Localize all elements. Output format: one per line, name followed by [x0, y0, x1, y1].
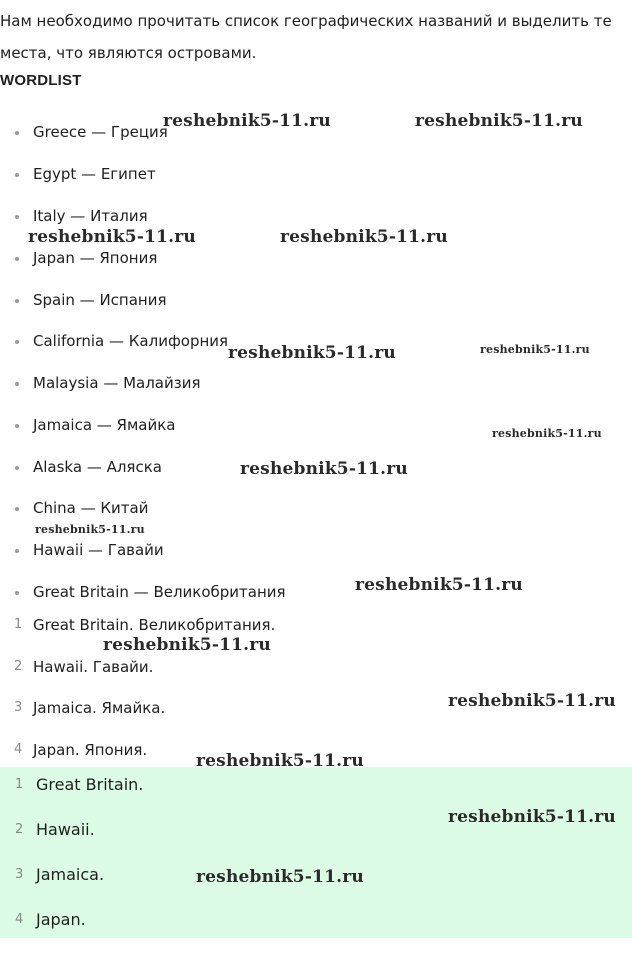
item-number: 3 — [15, 867, 24, 882]
item-number: 2 — [15, 822, 24, 837]
watermark: reshebnik5-11.ru — [280, 227, 448, 247]
bullet-icon — [15, 424, 19, 428]
watermark: reshebnik5-11.ru — [28, 227, 196, 247]
bullet-icon — [15, 215, 19, 219]
item-number: 1 — [14, 617, 23, 632]
watermark: reshebnik5-11.ru — [228, 343, 396, 363]
watermark: reshebnik5-11.ru — [355, 575, 523, 595]
watermark: reshebnik5-11.ru — [448, 691, 616, 711]
bullet-icon — [15, 131, 19, 135]
bullet-icon — [15, 299, 19, 303]
item-number: 1 — [15, 777, 24, 792]
bullet-icon — [15, 549, 19, 553]
watermark: reshebnik5-11.ru — [415, 111, 583, 131]
answer-box: 1 Great Britain. 2 Hawaii. 3 Jamaica. 4 Japan. — [0, 767, 632, 938]
watermark: reshebnik5-11.ru — [163, 111, 331, 131]
item-number: 3 — [14, 700, 23, 715]
watermark: reshebnik5-11.ru — [492, 427, 602, 440]
watermark: reshebnik5-11.ru — [480, 343, 590, 356]
watermark: reshebnik5-11.ru — [103, 635, 271, 655]
bullet-icon — [15, 466, 19, 470]
bullet-icon — [15, 382, 19, 386]
bullet-icon — [15, 591, 19, 595]
wordlist-heading: WORDLIST — [0, 72, 82, 89]
watermark: reshebnik5-11.ru — [35, 523, 145, 536]
bullet-icon — [15, 340, 19, 344]
bullet-icon — [15, 173, 19, 177]
watermark: reshebnik5-11.ru — [240, 459, 408, 479]
intro-text: Нам необходимо прочитать список географических названий и выделить те места, что являются островами. — [0, 12, 612, 62]
watermark: reshebnik5-11.ru — [196, 751, 364, 771]
watermark: reshebnik5-11.ru — [196, 867, 364, 887]
item-number: 2 — [14, 659, 23, 674]
item-number: 4 — [15, 912, 24, 927]
bullet-icon — [15, 257, 19, 261]
bullet-icon — [15, 507, 19, 511]
watermark: reshebnik5-11.ru — [448, 807, 616, 827]
item-number: 4 — [14, 742, 23, 757]
